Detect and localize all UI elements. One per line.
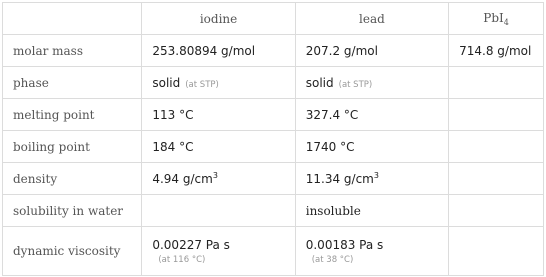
molar-mass-iodine: 253.80894 g/mol xyxy=(142,35,295,67)
phase-iodine-cell xyxy=(142,67,295,99)
row-label-density: density xyxy=(3,163,142,195)
boiling-point-iodine: 184 °C xyxy=(142,131,295,163)
header-lead-tetraiodide xyxy=(449,3,544,35)
viscosity-iodine-note: (at 116 °C) xyxy=(158,254,206,265)
header-blank-cell xyxy=(3,3,142,35)
phase-lead: solid xyxy=(305,75,334,90)
solubility-lead: insoluble xyxy=(295,195,448,227)
viscosity-lead: 0.00183 Pa s xyxy=(305,237,384,252)
phase-pbi4 xyxy=(449,67,544,99)
phase-lead-note: (at STP) xyxy=(338,79,373,90)
table-row xyxy=(3,227,544,276)
row-label-boiling-point: boiling point xyxy=(3,131,142,163)
phase-iodine: solid xyxy=(152,75,181,90)
boiling-point-lead: 1740 °C xyxy=(295,131,448,163)
density-pbi4 xyxy=(449,163,544,195)
viscosity-iodine: 0.00227 Pa s xyxy=(152,237,230,252)
header-lead: lead xyxy=(295,3,448,35)
row-label-molar-mass: molar mass xyxy=(3,35,142,67)
table-row xyxy=(3,35,544,67)
table-row xyxy=(3,195,544,227)
boiling-point-pbi4 xyxy=(449,131,544,163)
header-iodine: iodine xyxy=(142,3,295,35)
row-label-melting-point: melting point xyxy=(3,99,142,131)
header-compound-subscript: 4 xyxy=(503,17,509,27)
solubility-pbi4 xyxy=(449,195,544,227)
density-iodine-exponent: 3 xyxy=(212,171,218,180)
table-row xyxy=(3,99,544,131)
viscosity-pbi4 xyxy=(449,227,544,276)
viscosity-lead-cell xyxy=(295,227,448,276)
melting-point-iodine: 113 °C xyxy=(142,99,295,131)
table-row xyxy=(3,67,544,99)
table-row xyxy=(3,131,544,163)
melting-point-lead: 327.4 °C xyxy=(295,99,448,131)
properties-table xyxy=(2,2,544,276)
viscosity-lead-note: (at 38 °C) xyxy=(311,254,354,265)
solubility-iodine xyxy=(142,195,295,227)
density-iodine-cell xyxy=(142,163,295,195)
phase-iodine-note: (at STP) xyxy=(185,79,219,90)
density-lead-exponent: 3 xyxy=(373,171,379,180)
row-label-phase: phase xyxy=(3,67,142,99)
density-iodine: 4.94 g/cm xyxy=(152,172,213,186)
melting-point-pbi4 xyxy=(449,99,544,131)
phase-lead-cell xyxy=(295,67,448,99)
row-label-solubility: solubility in water xyxy=(3,195,142,227)
density-lead-cell xyxy=(295,163,448,195)
molar-mass-lead: 207.2 g/mol xyxy=(295,35,448,67)
header-compound-base: PbI xyxy=(483,10,504,25)
molar-mass-pbi4: 714.8 g/mol xyxy=(449,35,544,67)
viscosity-iodine-cell xyxy=(142,227,295,276)
table-row xyxy=(3,163,544,195)
density-lead: 11.34 g/cm xyxy=(305,172,374,186)
header-row xyxy=(3,3,544,35)
row-label-viscosity: dynamic viscosity xyxy=(3,227,142,276)
